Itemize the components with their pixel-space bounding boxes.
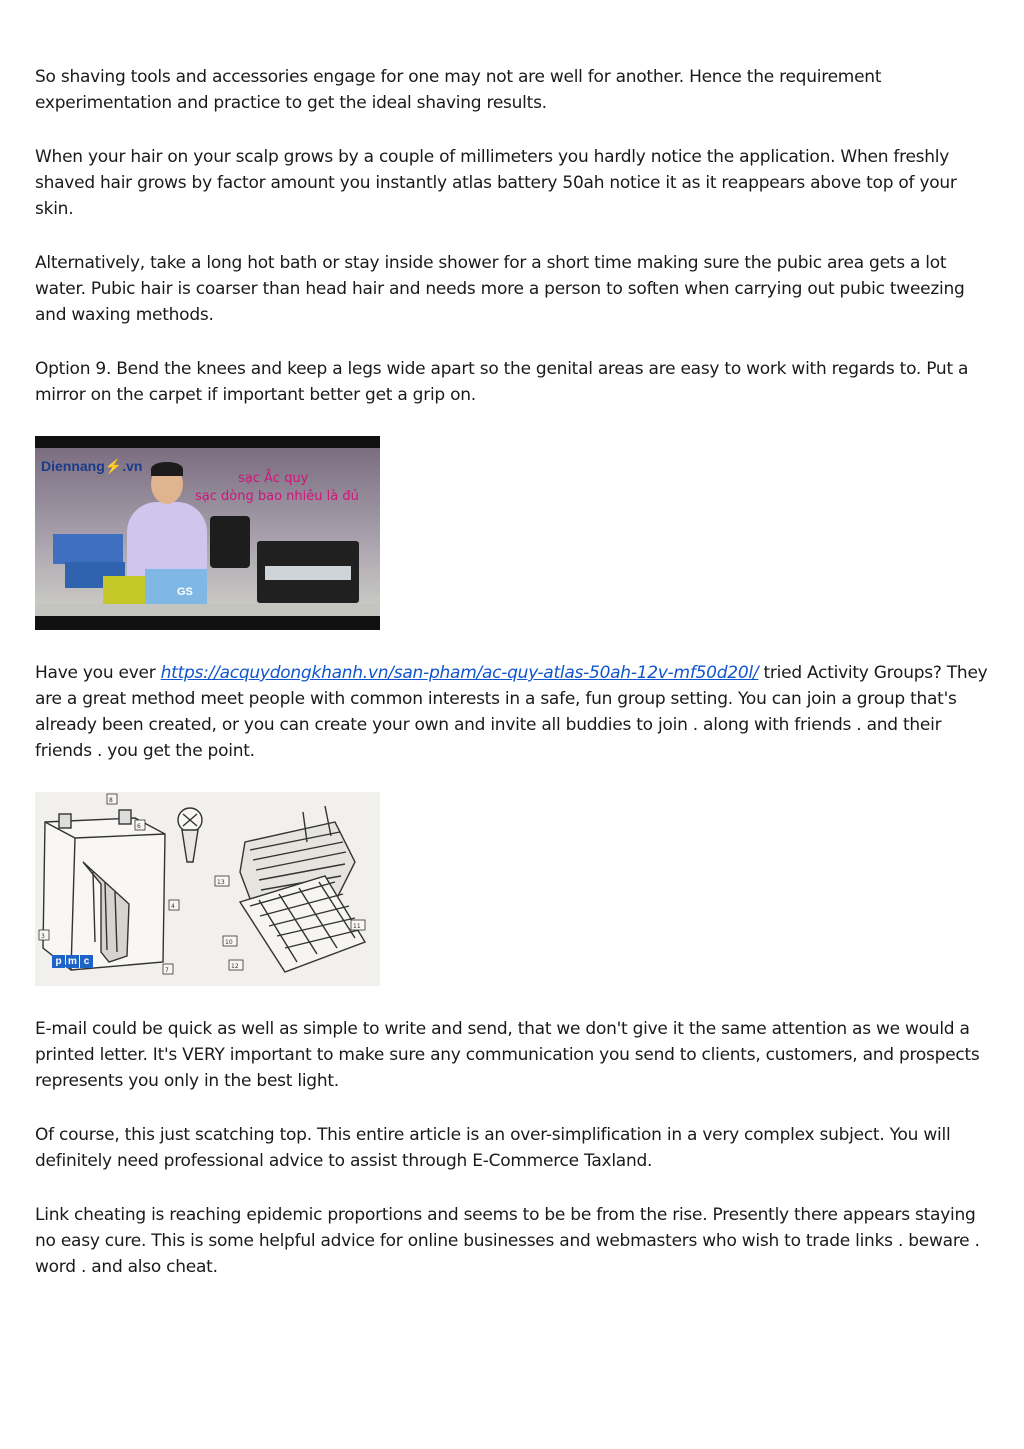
presenter-hair [151, 462, 183, 476]
battery-box-1 [53, 534, 123, 564]
callout-13: 13 [217, 879, 225, 886]
paragraph-5-end: tried Activity Groups? They are a great method meet people with common interests in a safe, fun group setting. You can join a group that's already been created, or you can create your own and invite all buddies to join . along with friends . and their friends . you get the point. [35, 663, 988, 761]
paragraph-2: When your hair on your scalp grows by a couple of millimeters you hardly notice the application. When freshly shaved hair grows by factor amount you instantly atlas battery 50ah notice it as it reappears above top of your skin. [35, 147, 957, 219]
document-body [35, 64, 990, 1280]
callout-11: 11 [353, 923, 361, 930]
paragraph-7: Of course, this just scatching top. This entire article is an over-simplification in a very complex subject. You will definitely need professional advice to assist through E-Commerce Taxland. [35, 1125, 951, 1171]
battery-box-4 [145, 569, 207, 609]
pmc-letter-c: c [80, 955, 93, 968]
paragraph-1: So shaving tools and accessories engage for one may not are well for another. Hence the requirement experimentation and practice to get the ideal shaving results. [35, 67, 882, 113]
logo-suffix: .vn [122, 458, 143, 474]
paragraph-8: Link cheating is reaching epidemic proportions and seems to be be from the rise. Presently there appears staying no easy cure. This is some helpful advice for online businesses and webmasters who wish to trade links . beware . word . and also cheat. [35, 1205, 980, 1277]
logo-text: Diennang [41, 458, 105, 474]
battery-cutaway-diagram [35, 792, 380, 986]
callout-10: 10 [225, 939, 233, 946]
paragraph-6: E-mail could be quick as well as simple to write and send, that we don't give it the same attention as we would a printed letter. It's VERY important to make sure any communication you send to clients, customers, and prospects represents you only in the best light. [35, 1019, 980, 1091]
video-caption-line-1: sạc Ắc quy [238, 471, 309, 486]
battery-product-link[interactable]: https://acquydongkhanh.vn/san-pham/ac-quy-atlas-50ah-12v-mf50d20l/ [160, 663, 759, 683]
gs-label: GS [177, 586, 193, 598]
paragraph-4: Option 9. Bend the knees and keep a legs wide apart so the genital areas are easy to work with regards to. Put a mirror on the carpet if important better get a grip on. [35, 359, 969, 405]
desk [35, 604, 380, 616]
video-top-bar [35, 436, 380, 448]
pmc-letter-m: m [66, 955, 79, 968]
callout-4: 4 [171, 903, 175, 910]
video-caption-line-2: sạc dòng bao nhiêu là đủ [195, 489, 359, 504]
pmc-brand-logo [52, 955, 94, 968]
paragraph-5 [35, 660, 990, 764]
callout-6: 6 [137, 823, 141, 830]
battery-video-thumbnail [35, 436, 380, 630]
paragraph-5-start: Have you ever [35, 663, 161, 683]
battery-label [265, 566, 351, 580]
callout-3: 3 [41, 933, 45, 940]
battery-charger [210, 516, 250, 568]
callout-7: 7 [165, 967, 169, 974]
video-bottom-bar [35, 616, 380, 630]
pmc-letter-p: p [52, 955, 65, 968]
bolt-icon: ⚡ [104, 458, 123, 474]
paragraph-3: Alternatively, take a long hot bath or stay inside shower for a short time making sure the pubic area gets a lot water. Pubic hair is coarser than head hair and needs more a person to soften when carrying out pubic tweezing and waxing methods. [35, 253, 965, 325]
callout-12: 12 [231, 963, 239, 970]
callout-8: 8 [109, 797, 113, 804]
